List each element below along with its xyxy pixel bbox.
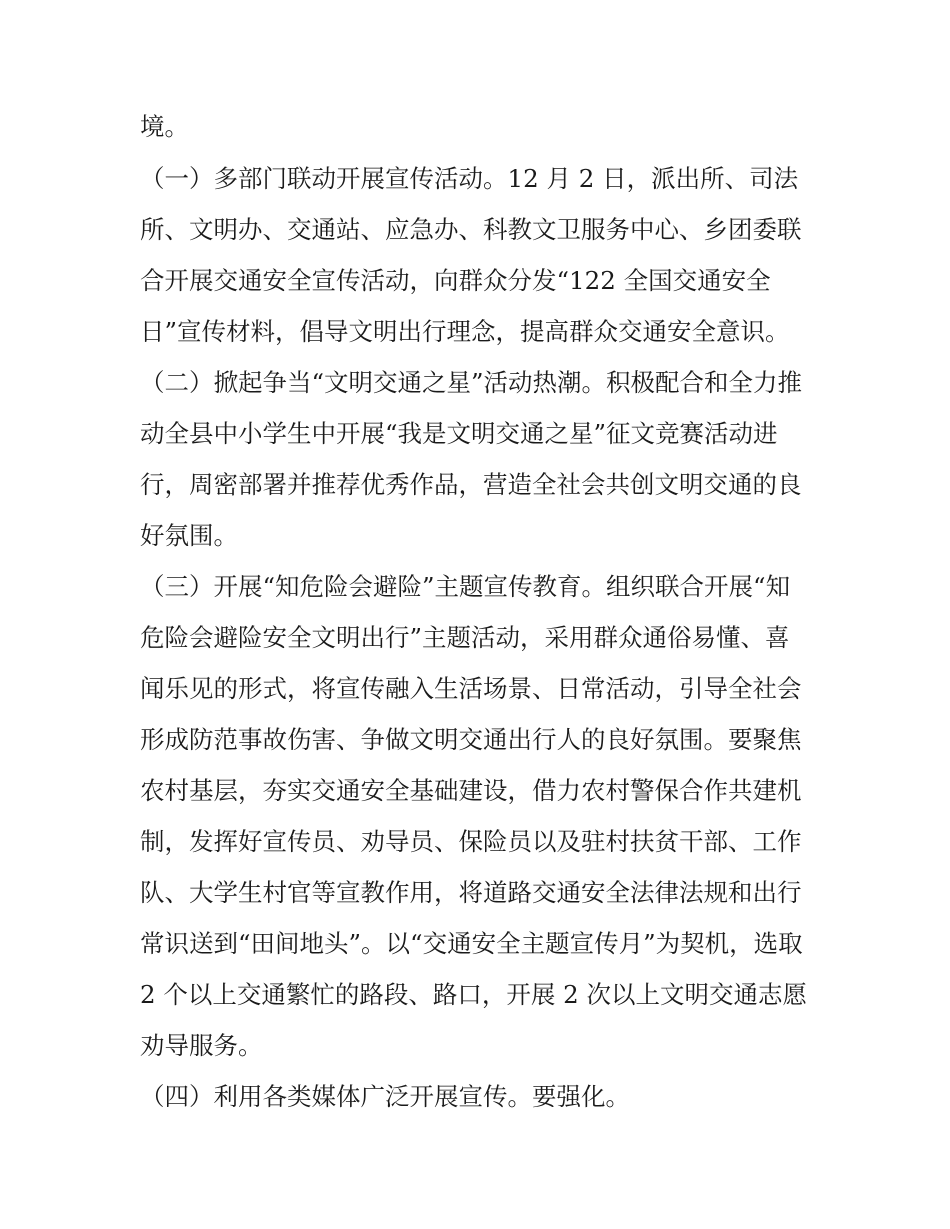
text-line: 好氛围。 (140, 521, 238, 550)
text-line: 所、文明办、交通站、应急办、科教文卫服务中心、乡团委联 (140, 215, 802, 244)
text-line: 境。 (140, 112, 189, 141)
text-line: 劝导服务。 (140, 1031, 263, 1060)
text-line: （四）利用各类媒体广泛开展宣传。要强化。 (140, 1082, 630, 1111)
text-line: 行，周密部署并推荐优秀作品，营造全社会共创文明交通的良 (140, 470, 802, 499)
text-line: 制，发挥好宣传员、劝导员、保险员以及驻村扶贫干部、工作 (140, 827, 802, 856)
text-line: （二）掀起争当“文明交通之星”活动热潮。积极配合和全力推 (140, 368, 803, 397)
text-line: （一）多部门联动开展宣传活动。12 月 2 日，派出所、司法 (140, 164, 799, 193)
text-line: 合开展交通安全宣传活动，向群众分发“122 全国交通安全 (140, 266, 771, 295)
text-line: 农村基层，夯实交通安全基础建设，借力农村警保合作共建机 (140, 776, 802, 805)
text-line: 常识送到“田间地头”。以“交通安全主题宣传月”为契机，选取 (140, 929, 803, 958)
text-line: 危险会避险安全文明出行”主题活动，采用群众通俗易懂、喜 (140, 623, 790, 652)
text-line: 形成防范事故伤害、争做文明交通出行人的良好氛围。要聚焦 (140, 725, 802, 754)
text-line: 闻乐见的形式，将宣传融入生活场景、日常活动，引导全社会 (140, 674, 802, 703)
text-line: 日”宣传材料，倡导文明出行理念，提高群众交通安全意识。 (140, 317, 790, 346)
text-line: （三）开展“知危险会避险”主题宣传教育。组织联合开展“知 (140, 572, 791, 601)
text-line: 队、大学生村官等宣教作用，将道路交通安全法律法规和出行 (140, 878, 802, 907)
text-line: 动全县中小学生中开展“我是文明交通之星”征文竞赛活动进 (140, 419, 778, 448)
text-line: 2 个以上交通繁忙的路段、路口，开展 2 次以上文明交通志愿 (140, 980, 808, 1009)
